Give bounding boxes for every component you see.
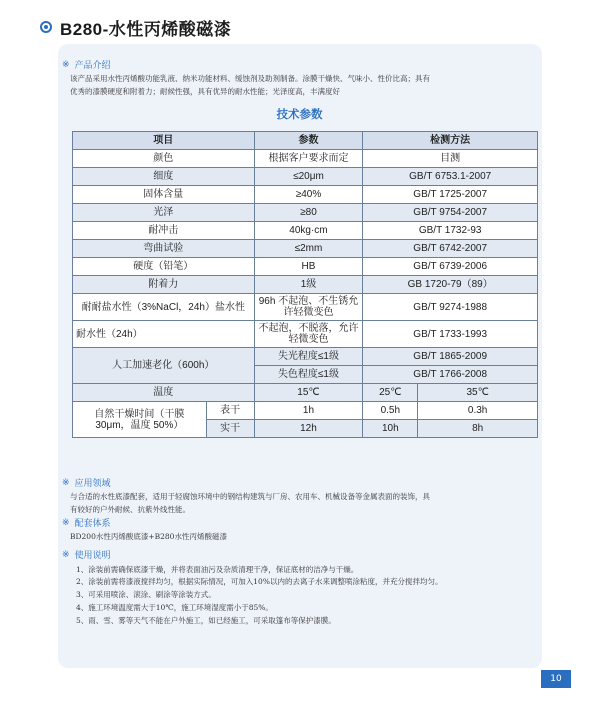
application-line: 与合适的水性底漆配套，适用于轻腐蚀环境中的钢结构建筑与厂房、农用车、机械设备等金属表面的装饰，具 [70, 492, 430, 501]
cell-drying-label: 自然干燥时间（干膜 30μm，温度 50%） [73, 402, 207, 438]
cell-drying-value: 10h [363, 420, 418, 438]
usage-item: 1、涂装前需确保底漆干燥，并将表面油污及杂质清理干净，保证底材的洁净与干燥。 [76, 565, 359, 574]
cell-drying-value: 12h [254, 420, 363, 438]
table-row [73, 222, 538, 240]
cell-method: GB/T 6742-2007 [363, 240, 538, 258]
table-row [73, 294, 538, 321]
table-row [73, 348, 538, 366]
cell-method: GB/T 1725-2007 [363, 186, 538, 204]
header-method: 检测方法 [363, 132, 538, 150]
cell-param: 失色程度≤1级 [254, 366, 363, 384]
application-line: 有较好的户外耐候、抗紫外线性能。 [70, 505, 190, 514]
cell-method: GB 1720-79（89） [363, 276, 538, 294]
table-row [73, 402, 538, 420]
bullet-icon [40, 21, 52, 33]
header-param: 参数 [254, 132, 363, 150]
table-row [73, 240, 538, 258]
section-heading-intro [62, 58, 111, 71]
intro-text [70, 72, 536, 98]
cell-param: 96h 不起泡、不生锈允许轻微变色 [254, 294, 363, 321]
section-heading-system [62, 516, 111, 529]
cell-temp: 15℃ [254, 384, 363, 402]
cell-item: 耐冲击 [73, 222, 255, 240]
page-number: 10 [541, 670, 571, 688]
table-row [73, 276, 538, 294]
table-row [73, 168, 538, 186]
table-row [73, 258, 538, 276]
usage-heading: 使用说明 [74, 551, 111, 561]
page-title: B280-水性丙烯酸磁漆 [60, 19, 232, 39]
cell-temp: 35℃ [418, 384, 538, 402]
cell-item: 光泽 [73, 204, 255, 222]
cell-item: 细度 [73, 168, 255, 186]
cell-method: GB/T 9274-1988 [363, 294, 538, 321]
table-title: 技术参数 [276, 107, 323, 121]
table-row [73, 384, 538, 402]
system-heading: 配套体系 [74, 519, 111, 529]
cell-method: GB/T 6753.1-2007 [363, 168, 538, 186]
cell-item: 耐耐盐水性（3%NaCl，24h）盐水性 [73, 294, 255, 321]
cell-method: GB/T 1766-2008 [363, 366, 538, 384]
cell-param: ≥40% [254, 186, 363, 204]
cell-param: ≤20μm [254, 168, 363, 186]
cell-aging-label: 人工加速老化（600h） [73, 348, 255, 384]
cell-drying-value: 0.5h [363, 402, 418, 420]
spec-table [72, 131, 538, 438]
cell-item: 硬度（铅笔） [73, 258, 255, 276]
cell-method: GB/T 6739-2006 [363, 258, 538, 276]
cell-param: 1级 [254, 276, 363, 294]
cell-item: 耐水性（24h） [73, 321, 255, 348]
cell-method: GB/T 1733-1993 [363, 321, 538, 348]
asterisk-icon: ※ [62, 477, 70, 488]
cell-item: 弯曲试验 [73, 240, 255, 258]
cell-temp-label: 温度 [73, 384, 255, 402]
cell-method: GB/T 9754-2007 [363, 204, 538, 222]
cell-item: 颜色 [73, 150, 255, 168]
cell-param: 40kg·cm [254, 222, 363, 240]
cell-item: 附着力 [73, 276, 255, 294]
cell-param: HB [254, 258, 363, 276]
table-header-row [73, 132, 538, 150]
cell-method: GB/T 1732-93 [363, 222, 538, 240]
section-heading-usage [62, 548, 111, 561]
cell-param: 失光程度≤1级 [254, 348, 363, 366]
usage-item: 5、雨、雪、雾等天气不能在户外施工，如已经施工，可采取篷布等保护漆膜。 [76, 616, 336, 625]
header-item: 项目 [73, 132, 255, 150]
table-row [73, 186, 538, 204]
usage-item: 2、涂装前需将漆液搅拌均匀，根据实际情况，可加入10%以内的去离子水来调整喷涂粘度，并充分搅拌均匀。 [76, 577, 443, 586]
cell-temp: 25℃ [363, 384, 418, 402]
cell-drying-type: 实干 [206, 420, 254, 438]
cell-item: 固体含量 [73, 186, 255, 204]
cell-param: ≤2mm [254, 240, 363, 258]
asterisk-icon: ※ [62, 549, 70, 560]
intro-heading: 产品介绍 [74, 61, 111, 71]
table-row [73, 204, 538, 222]
application-heading: 应用领域 [74, 479, 111, 489]
cell-drying-value: 1h [254, 402, 363, 420]
cell-drying-value: 8h [418, 420, 538, 438]
cell-drying-type: 表干 [206, 402, 254, 420]
application-text [70, 490, 536, 516]
section-heading-application [62, 476, 111, 489]
cell-method: GB/T 1865-2009 [363, 348, 538, 366]
intro-line: 优秀的漆膜硬度和附着力；耐候性强，具有优异的耐水性能；光泽度高，丰满度好 [70, 87, 340, 96]
usage-item: 3、可采用喷涂、滚涂、刷涂等涂装方式。 [76, 590, 216, 599]
intro-line: 该产品采用水性丙烯酸功能乳液、纳米功能材料、缓蚀剂及助剂制备。涂膜干燥快、气味小、性价比高；具有 [70, 74, 430, 83]
table-row [73, 150, 538, 168]
usage-item: 4、施工环境温度需大于10℃，施工环境湿度需小于85%。 [76, 603, 273, 612]
title-bar [40, 14, 231, 40]
cell-param: 根据客户要求而定 [254, 150, 363, 168]
table-row [73, 321, 538, 348]
cell-param: 不起泡，不脱落，允许轻微变色 [254, 321, 363, 348]
cell-method: 目测 [363, 150, 538, 168]
system-text: BD200水性丙烯酸底漆+B280水性丙烯酸磁漆 [70, 532, 227, 541]
asterisk-icon: ※ [62, 59, 70, 70]
cell-param: ≥80 [254, 204, 363, 222]
cell-drying-value: 0.3h [418, 402, 538, 420]
asterisk-icon: ※ [62, 517, 70, 528]
